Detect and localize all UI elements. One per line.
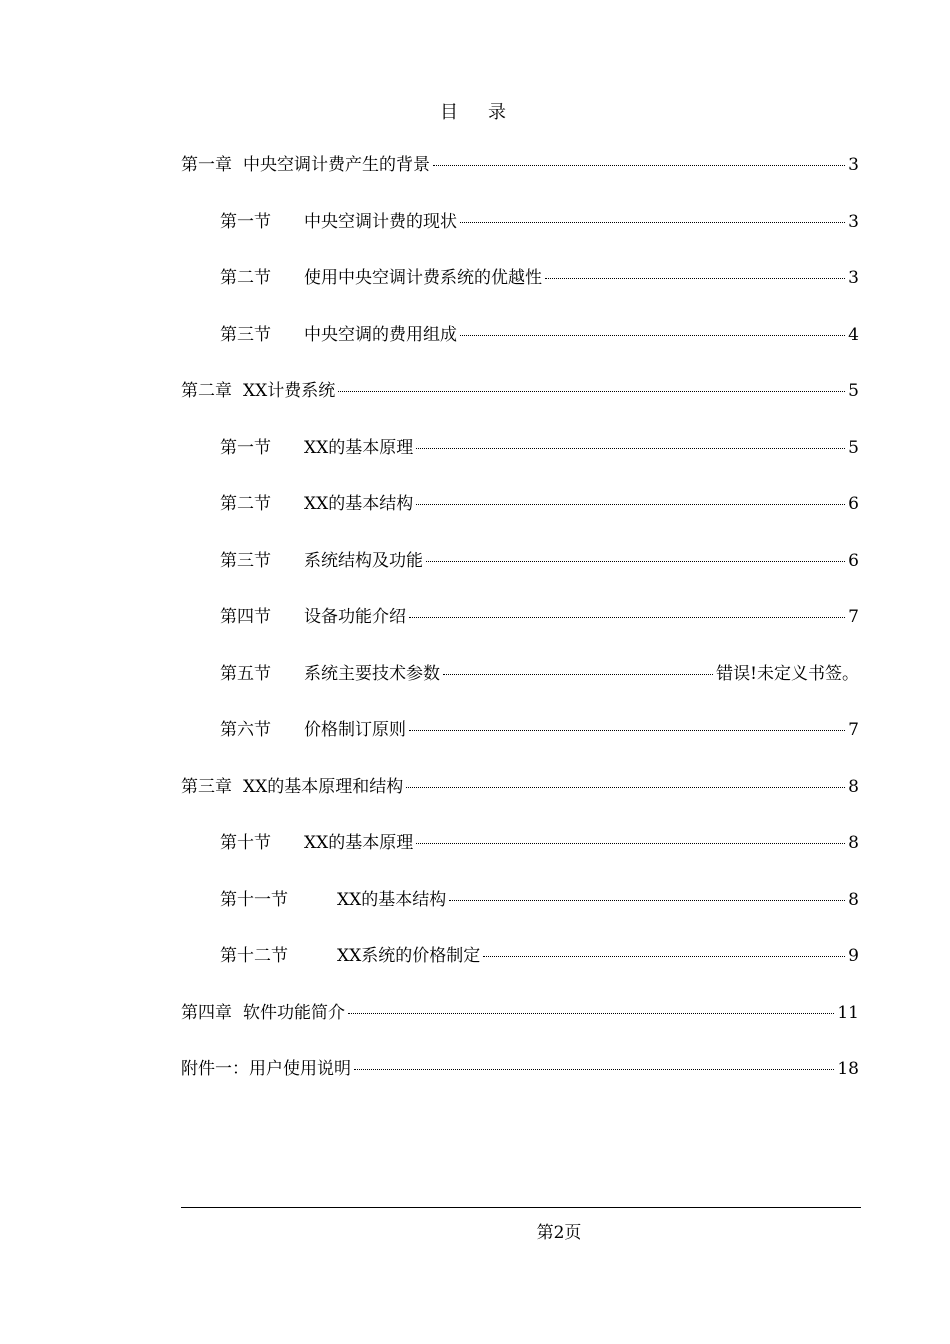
toc-entry-chapter-4[interactable]: [181, 998, 859, 1055]
toc-entry-title: 系统主要技术参数: [304, 663, 440, 684]
toc-title-right: 录: [488, 102, 510, 123]
dot-leader: [409, 730, 845, 731]
dot-leader: [483, 956, 845, 957]
toc-entry-title: 设备功能介绍: [304, 607, 406, 627]
footer-divider: [181, 1207, 861, 1208]
dot-leader: [354, 1069, 834, 1070]
toc-entry-chapter-2[interactable]: [181, 376, 859, 433]
toc-entry-appendix-1[interactable]: [181, 1054, 859, 1111]
toc-entry-page: 6: [848, 550, 859, 571]
toc-title: [0, 98, 950, 124]
dot-leader: [449, 900, 845, 901]
toc-entry-title: XX计费系统: [243, 381, 336, 401]
toc-entry-section-1-3[interactable]: [181, 320, 859, 377]
toc-entry-section-2-2[interactable]: [181, 489, 859, 546]
toc-entry-section-1-1[interactable]: [181, 207, 859, 264]
toc-entry-number: 第二章: [181, 381, 232, 401]
toc-entry-page: 7: [848, 720, 859, 740]
toc-entry-page: 9: [848, 946, 859, 966]
dot-leader: [409, 617, 845, 618]
toc-entry-page: 3: [848, 268, 859, 288]
toc-entry-number: 第四章: [181, 1002, 232, 1023]
toc-entry-number: 第一节: [220, 211, 271, 232]
dot-leader: [416, 843, 845, 844]
dot-leader: [545, 278, 845, 279]
toc-entry-section-3-12[interactable]: [181, 941, 859, 998]
toc-entry-page: 8: [848, 889, 859, 910]
dot-leader: [426, 561, 845, 562]
toc-entry-title: XX的基本结构: [337, 889, 447, 910]
footer-page-number: 第2页: [536, 1223, 582, 1243]
toc-entry-number: 第十节: [220, 833, 271, 853]
dot-leader: [460, 222, 845, 223]
toc-entry-page: 6: [848, 494, 859, 514]
toc-entry-page: 8: [848, 833, 859, 853]
toc-entry-number: 第二节: [220, 268, 271, 288]
toc-entry-section-2-5[interactable]: [181, 659, 859, 716]
dot-leader: [348, 1013, 834, 1014]
toc-entry-section-2-6[interactable]: [181, 715, 859, 772]
toc-entry-title: XX的基本原理: [304, 833, 414, 853]
toc-entry-number: 第三节: [220, 324, 271, 345]
toc-entry-page: 4: [848, 324, 859, 345]
toc-entry-number: 第三章: [181, 776, 232, 797]
toc-entry-title: XX的基本原理: [304, 437, 414, 458]
toc-entry-section-2-4[interactable]: [181, 602, 859, 659]
dot-leader: [460, 335, 845, 336]
toc-entry-title: 价格制订原则: [304, 720, 406, 740]
dot-leader: [433, 165, 845, 166]
dot-leader: [406, 787, 845, 788]
toc-entry-page: 18: [837, 1059, 859, 1079]
dot-leader: [338, 391, 845, 392]
toc-entry-page-error: 错误!未定义书签。: [716, 663, 859, 684]
toc-entry-number: 第十二节: [220, 946, 288, 966]
toc-entry-number: 第三节: [220, 550, 271, 571]
toc-entry-title: XX的基本原理和结构: [243, 776, 404, 797]
toc-entry-page: 5: [848, 381, 859, 401]
toc-entry-number: 第二节: [220, 494, 271, 514]
toc-entry-title: 使用中央空调计费系统的优越性: [304, 268, 542, 288]
toc-entry-page: 8: [848, 776, 859, 797]
toc-entry-section-2-3[interactable]: [181, 546, 859, 603]
toc-entry-title: 系统结构及功能: [304, 550, 423, 571]
toc-entry-number: 第十一节: [220, 889, 288, 910]
toc-entry-page: 3: [848, 211, 859, 232]
toc-entry-page: 5: [848, 437, 859, 458]
toc-entry-section-2-1[interactable]: [181, 433, 859, 490]
toc-entry-number: 第六节: [220, 720, 271, 740]
toc-entry-title: 中央空调的费用组成: [304, 324, 457, 345]
toc-entry-number: 第一章: [181, 155, 232, 175]
toc-entry-page: 11: [837, 1002, 859, 1023]
toc-entry-number: 第五节: [220, 663, 271, 684]
toc-entry-chapter-3[interactable]: [181, 772, 859, 829]
toc-entry-section-3-11[interactable]: [181, 885, 859, 942]
toc-entry-title: 中央空调计费的现状: [304, 211, 457, 232]
toc-entry-section-1-2[interactable]: [181, 263, 859, 320]
toc-title-left: 目: [440, 102, 462, 123]
toc-entry-title: 用户使用说明: [249, 1059, 351, 1079]
footer: [0, 1218, 950, 1243]
toc-entry-number: 第四节: [220, 607, 271, 627]
toc-entry-title: 软件功能简介: [243, 1002, 345, 1023]
dot-leader: [416, 448, 845, 449]
toc-entry-title: XX的基本结构: [304, 494, 414, 514]
toc-entry-title: XX系统的价格制定: [337, 946, 481, 966]
toc-entry-page: 7: [848, 607, 859, 627]
dot-leader: [443, 674, 713, 675]
toc-entry-number: 附件一：: [181, 1059, 249, 1079]
table-of-contents: [181, 150, 859, 1111]
toc-entry-section-3-10[interactable]: [181, 828, 859, 885]
toc-entry-page: 3: [848, 155, 859, 175]
toc-entry-number: 第一节: [220, 437, 271, 458]
toc-entry-chapter-1[interactable]: [181, 150, 859, 207]
dot-leader: [416, 504, 845, 505]
toc-entry-title: 中央空调计费产生的背景: [243, 155, 430, 175]
